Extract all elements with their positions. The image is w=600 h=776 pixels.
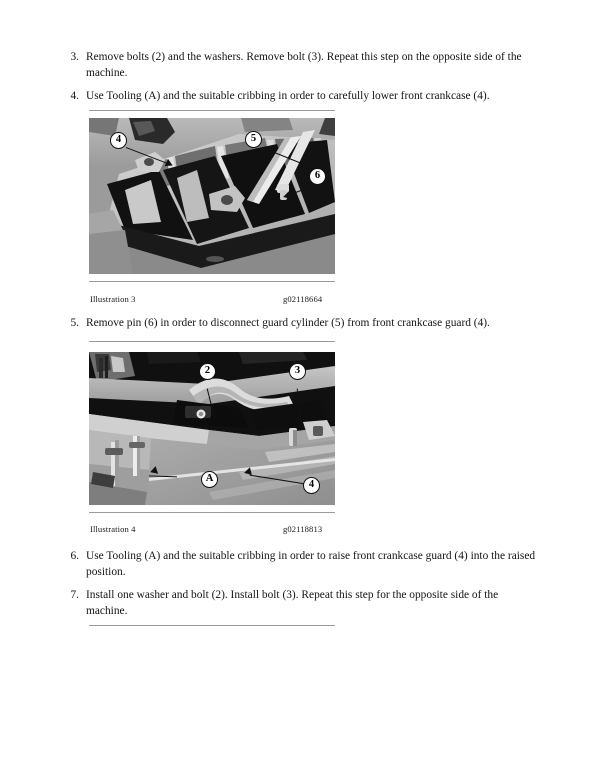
step-item-5 [62, 316, 540, 332]
figure-rule-top-2 [89, 341, 335, 342]
step-text: Remove bolts (2) and the washers. Remove bolt (3). Repeat this step on the opposite side of the machine. [86, 51, 522, 79]
illustration-3-caption-label: Illustration 3 [90, 294, 136, 304]
step-text: Remove pin (6) in order to disconnect guard cylinder (5) from front crankcase guard (4). [86, 317, 490, 329]
step-text: Install one washer and bolt (2). Install bolt (3). Repeat this step for the opposite side of the machine. [86, 589, 499, 617]
step-number: 5. [70, 317, 79, 329]
illustration-3-caption-code: g02118664 [283, 294, 323, 304]
step-number: 4. [70, 90, 79, 102]
step-text: Use Tooling (A) and the suitable cribbing in order to carefully lower front crankcase (4). [86, 90, 490, 102]
step-item-6 [62, 549, 540, 580]
section-rule-bottom [89, 625, 335, 626]
illustration-4-caption-code: g02118813 [283, 524, 323, 534]
step-item-7 [62, 588, 540, 619]
callout-balloon-3: 3 [289, 363, 306, 380]
step-text: Use Tooling (A) and the suitable cribbing in order to raise front crankcase guard (4) into the raised position. [86, 550, 536, 578]
step-item-4 [62, 89, 540, 105]
illustration-4-caption-label: Illustration 4 [90, 524, 136, 534]
step-number: 7. [70, 589, 79, 601]
callout-balloon-4: 4 [110, 132, 127, 149]
callout-balloon-5: 5 [245, 131, 262, 148]
figure-rule-bottom-1 [89, 281, 335, 282]
callout-balloon-6: 6 [309, 168, 326, 185]
callout-balloon-A: A [201, 471, 218, 488]
step-number: 3. [70, 51, 79, 63]
step-item-3 [62, 50, 540, 81]
figure-rule-top-1 [89, 110, 335, 111]
callout-balloon-4b: 4 [303, 477, 320, 494]
step-number: 6. [70, 550, 79, 562]
figure-rule-bottom-2 [89, 512, 335, 513]
callout-balloon-2: 2 [199, 363, 216, 380]
